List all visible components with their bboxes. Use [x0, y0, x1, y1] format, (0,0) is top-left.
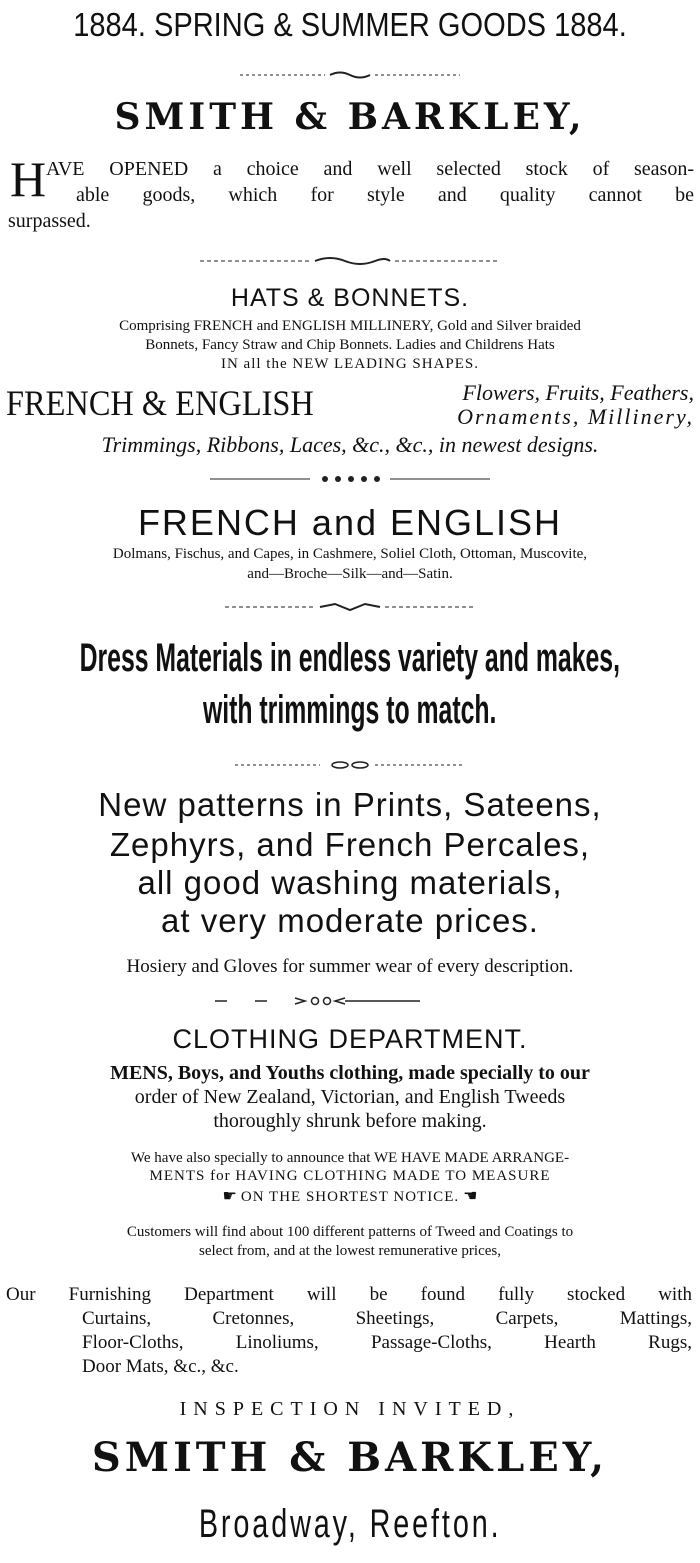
furnishing-line-2: Curtains, Cretonnes, Sheetings, Carpets, Mattings, — [82, 1308, 692, 1329]
furnishing-line-3: Floor-Cloths, Linoliums, Passage-Cloths, Hearth Rugs, — [82, 1332, 692, 1353]
dolmans-heading: FRENCH and ENGLISH — [137, 502, 563, 543]
ornamental-rule-icon — [0, 256, 700, 270]
flowers-right-2: Ornaments, Millinery, — [457, 404, 694, 429]
intro-line-1: AVE OPENED a choice and well selected stock of season- — [46, 158, 694, 180]
prints-line-3: all good washing materials, — [137, 864, 563, 901]
flowers-big-text: FRENCH & ENGLISH — [6, 383, 314, 423]
furnishing-line-1: Our Furnishing Department will be found fully stocked with — [6, 1284, 692, 1305]
footer-firm-name: SMITH & BARKLEY, — [91, 1434, 609, 1481]
customers-line-2: select from, and at the lowest remunerative prices, — [199, 1243, 501, 1259]
page-title: 1884. SPRING & SUMMER GOODS 1884. — [73, 6, 627, 43]
hats-line-1: Comprising FRENCH and ENGLISH MILLINERY, Gold and Silver braided — [119, 318, 581, 334]
pointing-hand-icon: ☚ — [463, 1186, 478, 1205]
flowers-line: Trimmings, Ribbons, Laces, &c., &c., in newest designs. — [101, 432, 599, 457]
drop-cap: H — [10, 151, 47, 207]
arrange-line-3-row — [0, 1186, 700, 1206]
furnishing-line-4: Door Mats, &c., &c. — [82, 1356, 239, 1377]
clothing-line-2: order of New Zealand, Victorian, and English Tweeds — [134, 1086, 566, 1108]
intro-line-2: able goods, which for style and quality cannot be — [76, 184, 694, 206]
hats-line-2: Bonnets, Fancy Straw and Chip Bonnets. Ladies and Childrens Hats — [145, 337, 555, 353]
dress-line-1-text: Dress Materials in endless variety and makes, — [79, 636, 621, 680]
dolmans-line-1: Dolmans, Fischus, and Capes, in Cashmere, Soliel Cloth, Ottoman, Muscovite, — [112, 546, 588, 562]
hats-line-3: IN all the NEW LEADING SHAPES. — [220, 356, 480, 372]
dress-line-2-text: with trimmings to match. — [203, 688, 497, 732]
ornamental-rule-icon — [0, 760, 700, 774]
pointing-hand-icon: ☛ — [222, 1186, 237, 1205]
ornamental-rule-icon — [0, 602, 700, 616]
address: Broadway, Reefton. — [198, 1502, 502, 1546]
hats-heading: HATS & BONNETS. — [230, 284, 470, 312]
prints-line-4: at very moderate prices. — [161, 902, 539, 939]
prints-line-1: New patterns in Prints, Sateens, — [98, 786, 602, 823]
flowers-right-1: Flowers, Fruits, Feathers, — [462, 380, 694, 405]
dolmans-line-2: and—Broche—Silk—and—Satin. — [247, 566, 453, 582]
arrange-line-2: MENTS for HAVING CLOTHING MADE TO MEASURE — [149, 1168, 551, 1184]
prints-line-2: Zephyrs, and French Percales, — [109, 826, 591, 863]
ornamental-rule-icon — [0, 474, 700, 488]
firm-name: SMITH & BARKLEY, — [114, 96, 586, 138]
clothing-line-3: thoroughly shrunk before making. — [213, 1110, 487, 1132]
ornamental-rule-icon — [0, 70, 700, 84]
address-row — [0, 1502, 700, 1558]
dress-line-2 — [0, 688, 700, 738]
dress-line-1 — [0, 636, 700, 686]
ornamental-rule-icon — [0, 996, 700, 1010]
hosiery-line: Hosiery and Gloves for summer wear of every description. — [126, 956, 574, 977]
intro-line-3: surpassed. — [8, 210, 91, 232]
clothing-heading: CLOTHING DEPARTMENT. — [172, 1024, 528, 1054]
clothing-line-1: MENS, Boys, and Youths clothing, made specially to our — [110, 1062, 590, 1084]
inspection-invited: INSPECTION INVITED, — [179, 1398, 521, 1420]
customers-line-1: Customers will find about 100 different patterns of Tweed and Coatings to — [126, 1224, 574, 1240]
arrange-line-1: We have also specially to announce that WE HAVE MADE ARRANGE- — [130, 1150, 570, 1166]
arrange-line-3: ON THE SHORTEST NOTICE. — [240, 1189, 460, 1205]
